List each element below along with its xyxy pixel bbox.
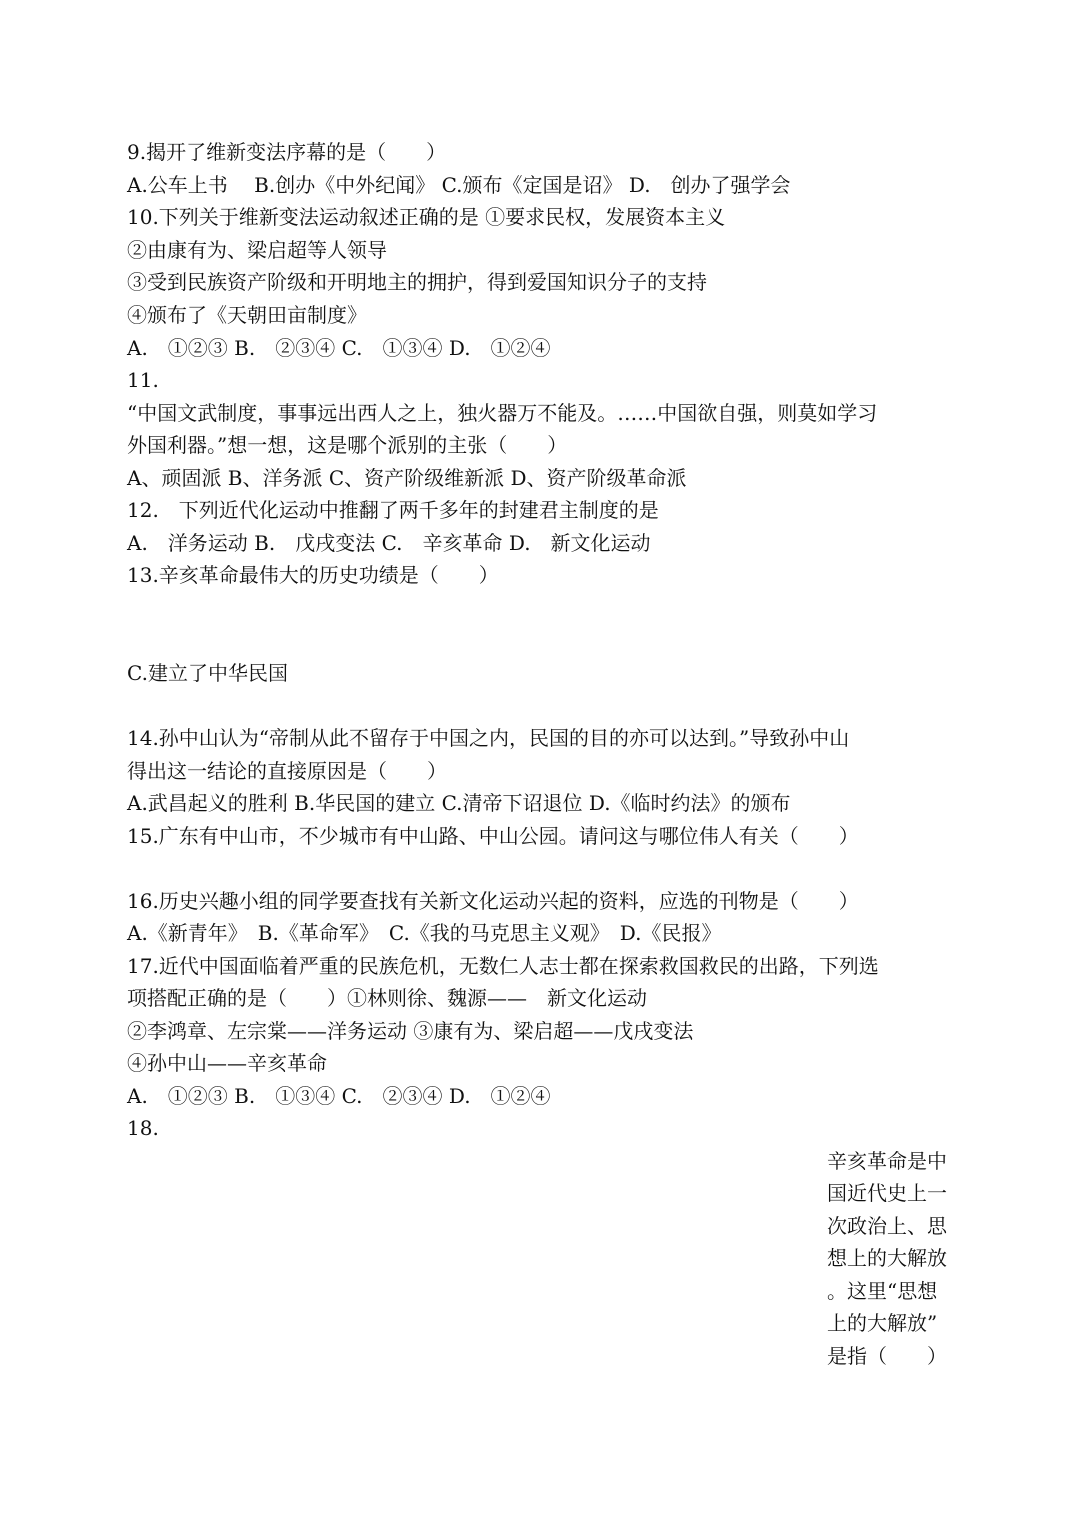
q18-stem-line-1: 辛亥革命是中 <box>827 1149 947 1173</box>
q18-stem-line-7: 是指（ ） <box>827 1344 947 1368</box>
q17-options: A. ①②③ B. ①③④ C. ②③④ D. ①②④ <box>127 1084 551 1108</box>
q11-number: 11. <box>127 368 159 392</box>
q18-number: 18. <box>127 1116 159 1140</box>
q13-option-c: C.建立了中华民国 <box>127 661 288 685</box>
q15-stem: 15.广东有中山市，不少城市有中山路、中山公园。请问这与哪位伟人有关（ ） <box>127 824 859 848</box>
q18-stem-line-3: 次政治上、思 <box>827 1214 947 1238</box>
q11-options: A、顽固派 B、洋务派 C、资产阶级维新派 D、资产阶级革命派 <box>127 466 687 490</box>
q11-quote-line-2: 外国利器。”想一想，这是哪个派别的主张（ ） <box>127 433 568 457</box>
q14-options: A.武昌起义的胜利 B.华民国的建立 C.清帝下诏退位 D.《临时约法》的颁布 <box>127 791 791 815</box>
q11-quote-line-1: “中国文武制度，事事远出西人之上，独火器万不能及。……中国欲自强，则莫如学习 <box>127 401 878 425</box>
q16-options: A.《新青年》 B.《革命军》 C.《我的马克思主义观》 D.《民报》 <box>127 921 722 945</box>
q17-stem-line-1: 17.近代中国面临着严重的民族危机，无数仁人志士都在探索救国救民的出路，下列选 <box>127 954 879 978</box>
q14-stem-line-1: 14.孙中山认为“帝制从此不留存于中国之内，民国的目的亦可以达到。”导致孙中山 <box>127 726 850 750</box>
q18-stem-line-6: 上的大解放” <box>827 1311 938 1335</box>
q9-stem: 9.揭开了维新变法序幕的是（ ） <box>127 140 447 164</box>
q10-item-3: ③受到民族资产阶级和开明地主的拥护，得到爱国知识分子的支持 <box>127 270 707 294</box>
q10-options: A. ①②③ B. ②③④ C. ①③④ D. ①②④ <box>127 336 551 360</box>
q13-stem: 13.辛亥革命最伟大的历史功绩是（ ） <box>127 563 499 587</box>
q17-item-4: ④孙中山——辛亥革命 <box>127 1051 327 1075</box>
q9-options: A.公车上书 B.创办《中外纪闻》 C.颁布《定国是诏》 D. 创办了强学会 <box>127 173 791 197</box>
q12-stem: 12. 下列近代化运动中推翻了两千多年的封建君主制度的是 <box>127 498 659 522</box>
q18-stem-line-2: 国近代史上一 <box>827 1181 947 1205</box>
q17-item-line: ②李鸿章、左宗棠——洋务运动 ③康有为、梁启超——戊戌变法 <box>127 1019 694 1043</box>
q10-stem: 10.下列关于维新变法运动叙述正确的是 ①要求民权，发展资本主义 <box>127 205 726 229</box>
q12-options: A. 洋务运动 B. 戊戌变法 C. 辛亥革命 D. 新文化运动 <box>127 531 651 555</box>
q14-stem-line-2: 得出这一结论的直接原因是（ ） <box>127 759 447 783</box>
q10-item-4: ④颁布了《天朝田亩制度》 <box>127 303 367 327</box>
q16-stem: 16.历史兴趣小组的同学要查找有关新文化运动兴起的资料，应选的刊物是（ ） <box>127 889 859 913</box>
q18-stem-line-5: 。这里“思想 <box>827 1279 938 1303</box>
q17-stem-line-2: 项搭配正确的是（ ）①林则徐、魏源—— 新文化运动 <box>127 986 647 1010</box>
q10-item-2: ②由康有为、梁启超等人领导 <box>127 238 387 262</box>
q18-stem-line-4: 想上的大解放 <box>827 1246 947 1270</box>
